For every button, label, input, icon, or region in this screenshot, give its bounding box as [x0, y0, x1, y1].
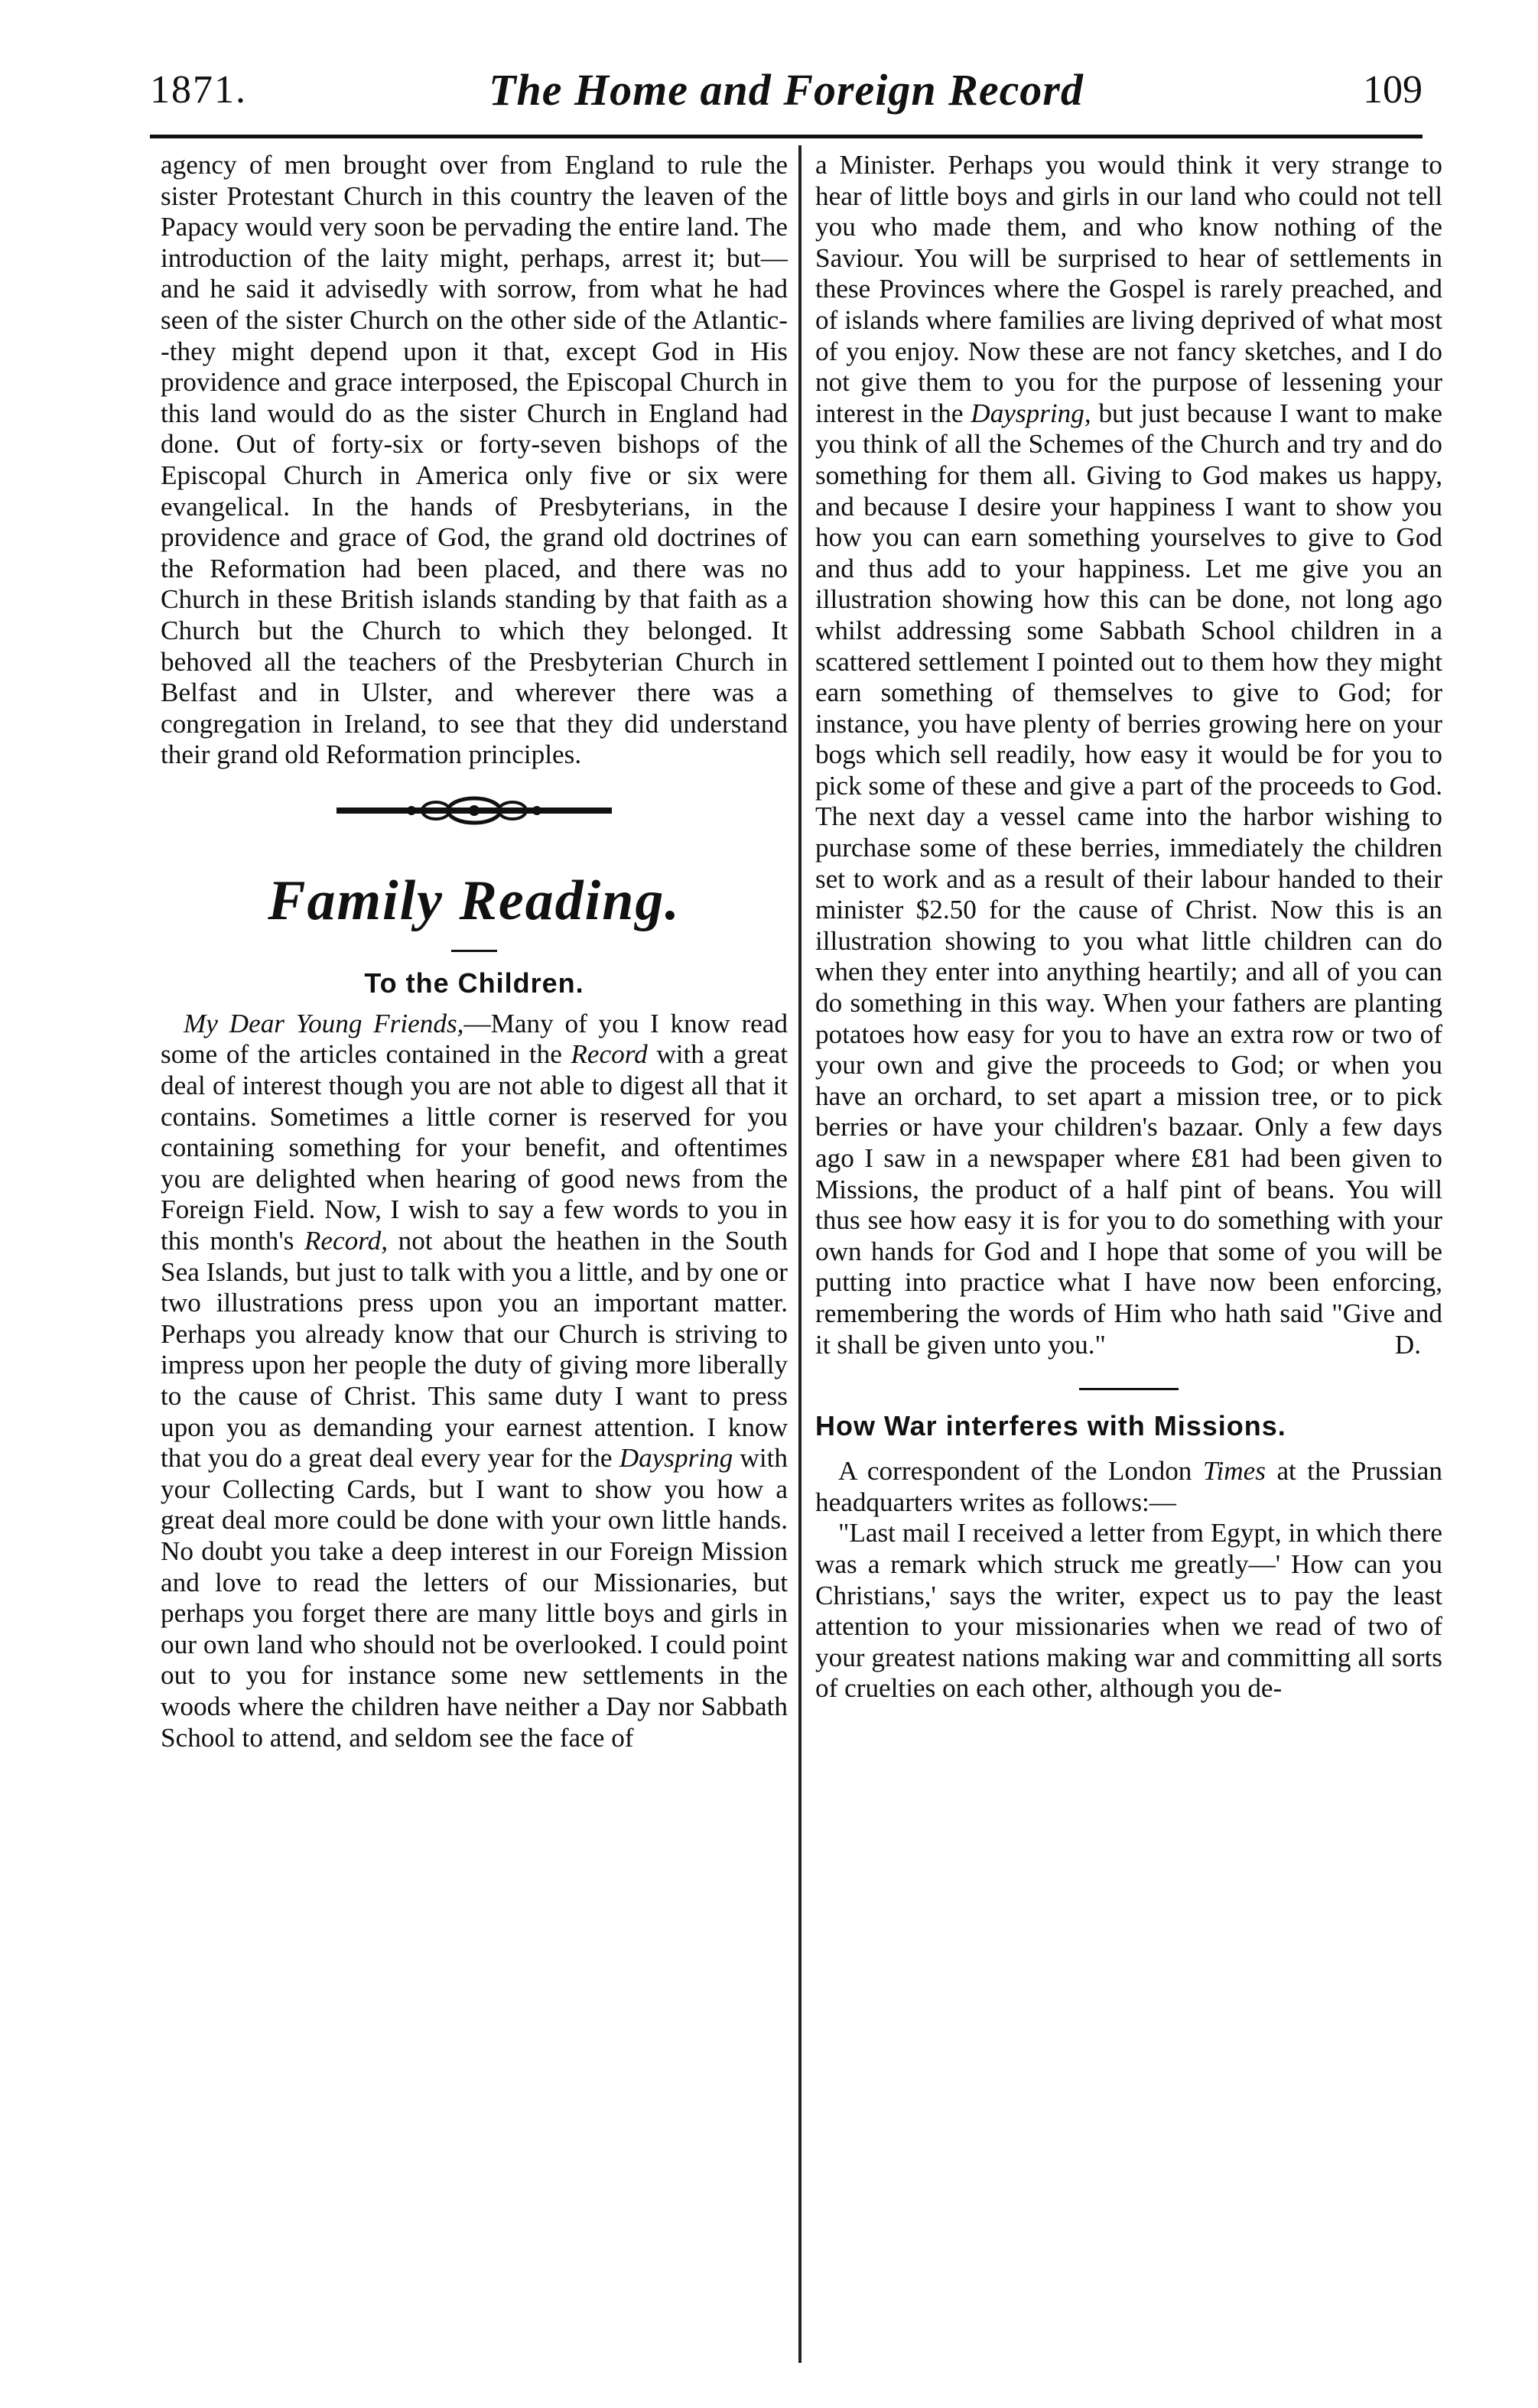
- header-rule: [150, 135, 1423, 138]
- text-run: A correspondent of the London: [838, 1456, 1203, 1487]
- section-title: Family Reading.: [268, 869, 681, 932]
- quote-paragraph: "Last mail I received a letter from Egypt, in which there was a remark which struck me greatly—' How can you Christians,' says the writer, expect us to pay the least attention to your missionaries when we read of two of your greatest nations making war and committing all sorts of cruelties on each other, although you de-: [815, 1518, 1442, 1704]
- text-run: a Minister. Perhaps you would think it very strange to hear of little boys and girls in our land who could not tell you who made them, and who know nothing of the Saviour. You will be surprised to hear of settlements in these Provinces where the Gospel is rarely preached, and of islands where families are living deprived of what most of you enjoy. Now these are not fancy sketches, and I do not give them to you for the purpose of lessening your interest in the: [815, 150, 1442, 428]
- header-year: 1871.: [150, 68, 247, 112]
- article-paragraph: [815, 150, 1442, 1360]
- title-rule: [451, 950, 497, 952]
- article-paragraph: [161, 1009, 788, 1753]
- dayspring-title: Dayspring,: [971, 398, 1091, 428]
- dayspring-title: Dayspring: [619, 1443, 733, 1474]
- text-run: at the Prussian headquarters writes as follows:—: [815, 1456, 1442, 1517]
- article-subheading: To the Children.: [364, 967, 584, 999]
- article-separator: [1079, 1388, 1179, 1390]
- header-title: The Home and Foreign Record: [489, 65, 1084, 115]
- record-title: Record: [571, 1039, 648, 1070]
- right-column: [815, 150, 1442, 1704]
- page-number: 109: [1363, 68, 1423, 112]
- ornamental-divider-icon: [161, 788, 788, 841]
- article-paragraph: [815, 1456, 1442, 1518]
- text-run: —Many of you I know read some of the articles contained in the: [161, 1008, 788, 1070]
- text-run: with your Collecting Cards, but I want to show you how a great deal more could be done with your own little hands. No doubt you take a deep interest in our Foreign Mission and love to read the letters of our Missionaries, but perhaps you forget there are many little boys and girls in our own land who should not be overlooked. I could point out to you for instance some new settlements in the woods where the children have neither a Day nor Sabbath School to attend, and seldom see the face of: [161, 1443, 788, 1753]
- signature: D.: [1394, 1329, 1421, 1360]
- text-run: but just because I want to make you think of all the Schemes of the Church and try and do something for them all. Giving to God makes us happy, and because I desire your happiness I want to show you how you can earn something yourselves to give to God and thus add to your happiness. Let me give you an illustration showing how this can be done, not long ago whilst addressing some Sabbath School children in a scattered settlement I pointed out to them how they might earn something of themselves to give to God; for instance, you have plenty of berries growing here on your bogs which sell readily, how easy it would be for you to pick some of these and give a part of the proceeds to God. The next day a vessel came into the harbor wishing to purchase some of these berries, immediately the children set to work and as a result of their labour handed to their minister $2.50 for the cause of Christ. Now this is an illustration showing to you what little children can do when they enter into anything heartily; and all of you can do something in this way. When your fathers are planting potatoes how easy for you to have an extra row or two of your own and give the proceeds to God; or when you have an orchard, to set apart a mission tree, or to pick berries or have your children's bazaar. Only a few days ago I saw in a newspaper where £81 had been given to Missions, the product of a half pint of beans. You will thus see how easy it is for you to do something with your own hands for God and I hope that some of you will be putting into practice what I have now been enforcing, remembering the words of Him who hath said "Give and it shall be given unto you.": [815, 398, 1442, 1360]
- article-subheading: How War interferes with Missions.: [815, 1410, 1286, 1442]
- column-divider: [798, 145, 802, 2363]
- salutation: My Dear Young Friends,: [184, 1008, 464, 1038]
- left-column: [161, 150, 788, 1753]
- text-run: not about the heathen in the South Sea Islands, but just to talk with you a little, and by one or two illustrations press upon you an important matter. Perhaps you already know that our Church is striving to impress upon her people the duty of giving more liberally to the cause of Christ. This same duty I want to press upon you as demanding your earnest attention. I know that you do a great deal every year for the: [161, 1226, 788, 1474]
- times-title: Times: [1202, 1456, 1266, 1487]
- text-run: with a great deal of interest though you are not able to digest all that it contains. Sometimes a little corner is reserved for you containing something for your benefit, and oftentimes you are delighted when hearing of good news from the Foreign Field. Now, I wish to say a few words to you in this month's: [161, 1039, 788, 1256]
- continued-paragraph: agency of men brought over from England to rule the sister Protestant Church in this country the leaven of the Papacy would very soon be pervading the entire land. The introduction of the laity might, perhaps, arrest it; but—and he said it advisedly with sorrow, from what he had seen of the sister Church on the other side of the Atlantic--they might depend upon it that, except God in His providence and grace interposed, the Episcopal Church in this land would do as the sister Church in England had done. Out of forty-six or forty-seven bishops of the Episcopal Church in America only five or six were evangelical. In the hands of Presbyterians, in the providence and grace of God, the grand old doctrines of the Reformation had been placed, and there was no Church in these British islands standing by that faith as a Church but the Church to which they belonged. It behoved all the teachers of the Presbyterian Church in Belfast and in Ulster, and wherever there was a congregation in Ireland, to see that they did understand their grand old Reformation principles.: [161, 150, 788, 770]
- record-title: Record,: [304, 1226, 389, 1256]
- running-header: [150, 60, 1423, 128]
